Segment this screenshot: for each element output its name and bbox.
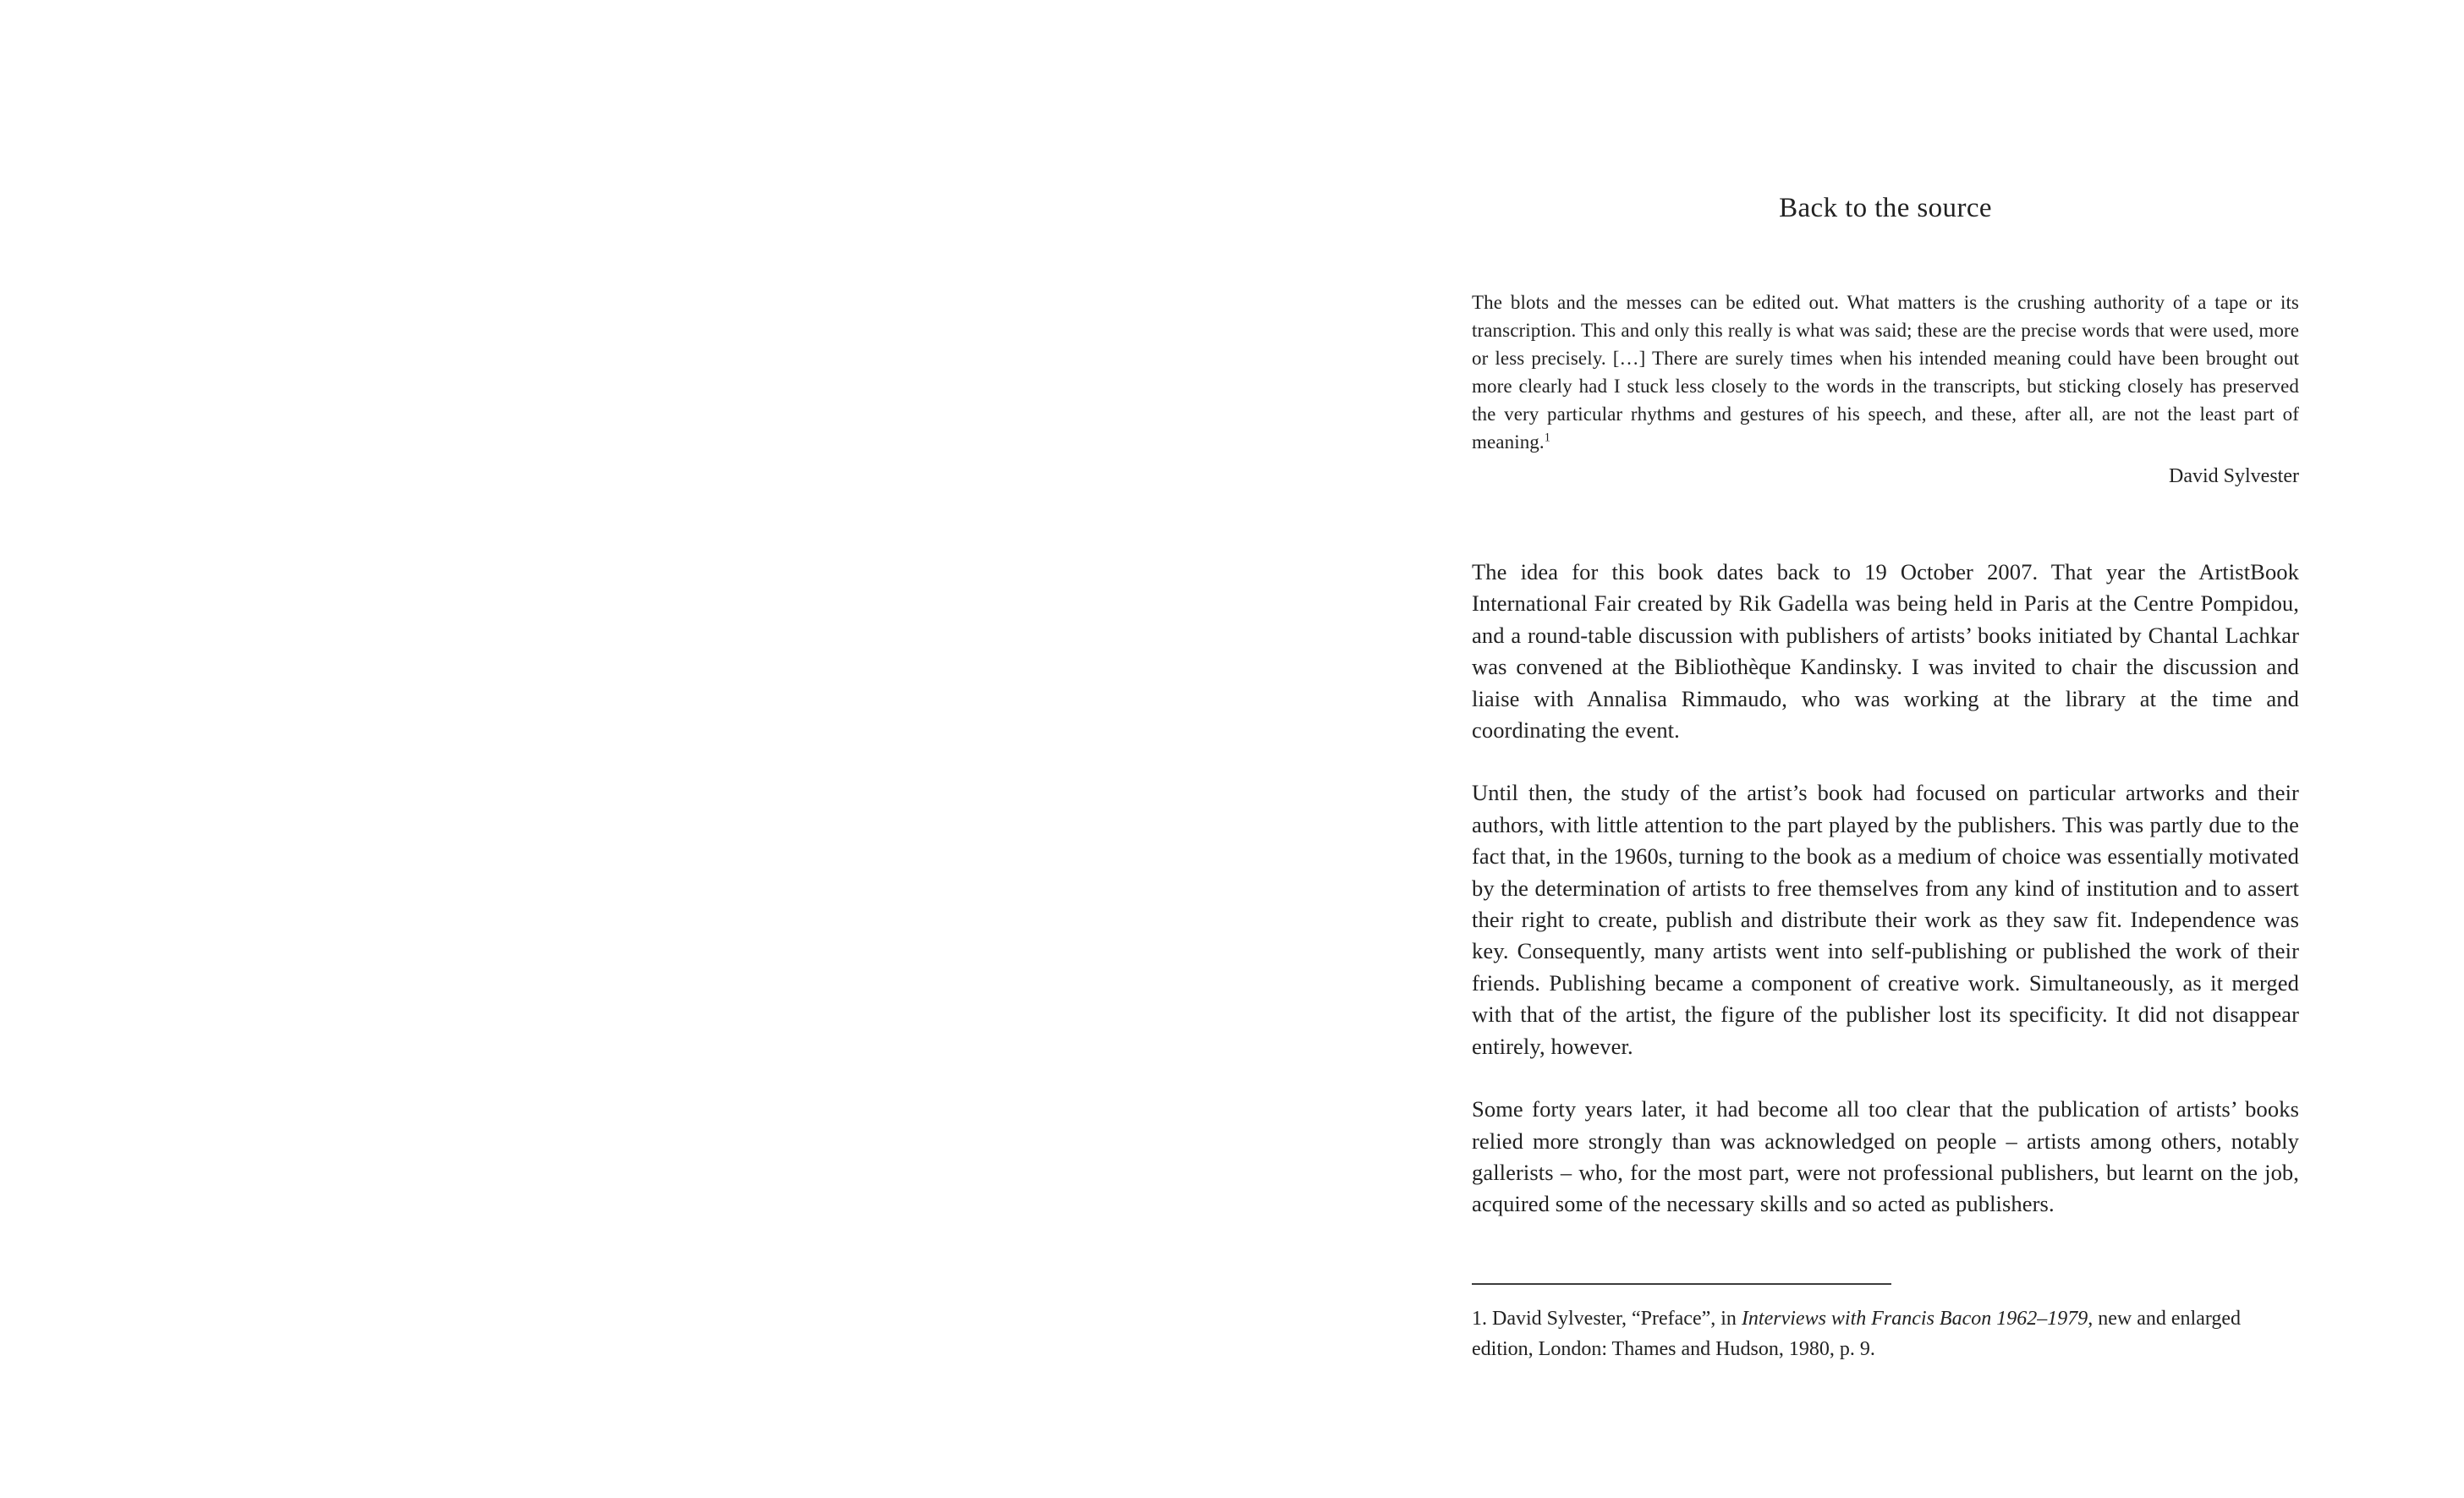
- text-column: [1472, 0, 2299, 1364]
- footnote-text-suffix: , new and enlarged edition, London: Thames and Hudson, 1980, p. 9.: [1472, 1307, 2242, 1360]
- body-paragraph: The idea for this book dates back to 19 October 2007. That year the ArtistBook International Fair created by Rik Gadella was being held in Paris at the Centre Pompidou, and a round-table discussion with publishers of artists’ books initiated by Chantal Lachkar was convened at the Bibliothèque Kandinsky. I was invited to chair the discussion and liaise with Annalisa Rimmaudo, who was working at the library at the time and coordinating the event.: [1472, 559, 2299, 744]
- footnote-reference: 1: [1544, 431, 1550, 445]
- body-paragraph: Until then, the study of the artist’s book had focused on particular artworks and their authors, with little attention to the part played by the publishers. This was partly due to the fact that, in the 1960s, turning to the book as a medium of choice was essentially motivated by the determination of artists to free themselves from any kind of institution and to assert their right to create, publish and distribute their work as they saw fit. Independence was key. Consequently, many artists went into self-publishing or published the work of their friends. Publishing became a component of creative work. Simultaneously, as it merged with that of the artist, the figure of the publisher lost its specificity. It did not disappear entirely, however.: [1472, 780, 2299, 1059]
- footnote-text-prefix: 1. David Sylvester, “Preface”, in: [1472, 1307, 1742, 1330]
- epigraph: [1472, 288, 2299, 456]
- chapter-title: Back to the source: [1779, 193, 1992, 223]
- footnote-italic-title: Interviews with Francis Bacon 1962–1979: [1741, 1307, 2088, 1330]
- epigraph-text: The blots and the messes can be edited out. What matters is the crushing authority of a tape or its transcription. This and only this really is what was said; these are the precise words that were used, more or less precisely. […] There are surely times when his intended meaning could have been brought out more clearly had I stuck less closely to the words in the transcripts, but sticking closely has preserved the very particular rhythms and gestures of his speech, and these, after all, are not the least part of meaning.: [1472, 292, 2299, 453]
- body-paragraph: Some forty years later, it had become all too clear that the publication of artists’ books relied more strongly than was acknowledged on people – artists among others, notably gallerists – who, for the most part, were not professional publishers, but learnt on the job, acquired some of the necessary skills and so acted as publishers.: [1472, 1096, 2299, 1217]
- footnote: [1472, 1303, 2299, 1364]
- epigraph-attribution: David Sylvester: [2169, 465, 2299, 487]
- footnote-divider: [1472, 1283, 1891, 1285]
